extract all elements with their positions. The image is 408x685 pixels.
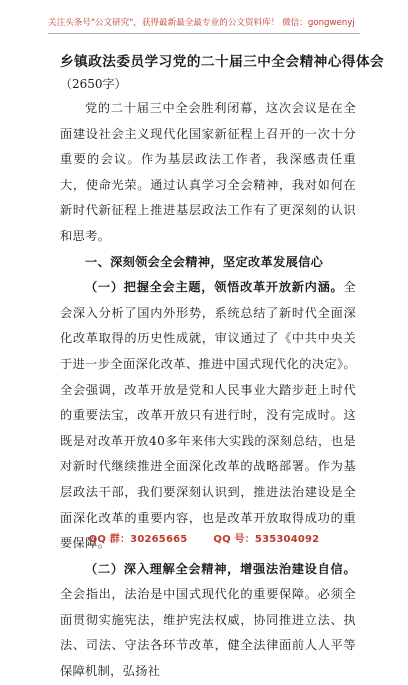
document-title: 乡镇政法委员学习党的二十届三中全会精神心得体会 — [60, 54, 385, 70]
intro-paragraph: 党的二十届三中全会胜利闭幕，这次会议是在全面建设社会主义现代化国家新征程上召开的一次十分重要的会议。作为基层政法工作者，我深感责任重大，使命光荣。通过认真学习全会精神，我对如何在新时代新征程上推进基层政法工作有了更深刻的认识和思考。 — [60, 101, 356, 243]
header-divider — [48, 33, 360, 34]
subsection-heading-2: （二）深入理解全会精神，增强法治建设自信。 — [85, 561, 356, 576]
subsection-paragraph-2 — [60, 557, 356, 685]
subsection-body-2: 全会指出，法治是中国式现代化的重要保障。必须全面贯彻实施宪法，维护宪法权威，协同推进立法、执法、司法、守法各环节改革，健全法律面前人人平等保障机制，弘扬社 — [60, 587, 356, 679]
footer-qq-group: QQ 群：30265665 — [88, 534, 188, 545]
word-count: （2650字） — [60, 77, 127, 91]
footer-qq-number: QQ 号：535304092 — [213, 534, 320, 545]
document-body — [60, 52, 385, 685]
subsection-paragraph-1 — [60, 275, 356, 557]
subsection-heading-1: （一）把握全会主题，领悟改革开放新内涵。 — [85, 280, 344, 295]
header-banner: 关注头条号"公文研究"，获得最新最全最专业的公文资料库！ 微信：gongwenyj — [48, 18, 355, 28]
subsection-body-1: 全会深入分析了国内外形势，系统总结了新时代全面深化改革取得的历史性成就，审议通过了《中共中央关于进一步全面深化改革、推进中国式现代化的决定》。全会强调，改革开放是党和人民事业大踏步赶上时代的重要法宝，改革开放只有进行时，没有完成时。这既是对改革开放40多年来伟大实践的深刻总结，也是对新时代继续推进全面深化改革的战略部署。作为基层政法干部，我们要深刻认识到，推进法治建设是全面深化改革的重要内容，也是改革开放取得成功的重要保障。 — [60, 280, 356, 551]
footer-contact — [0, 532, 408, 548]
section-heading-1: 一、深刻领会全会精神，坚定改革发展信心 — [85, 254, 324, 269]
